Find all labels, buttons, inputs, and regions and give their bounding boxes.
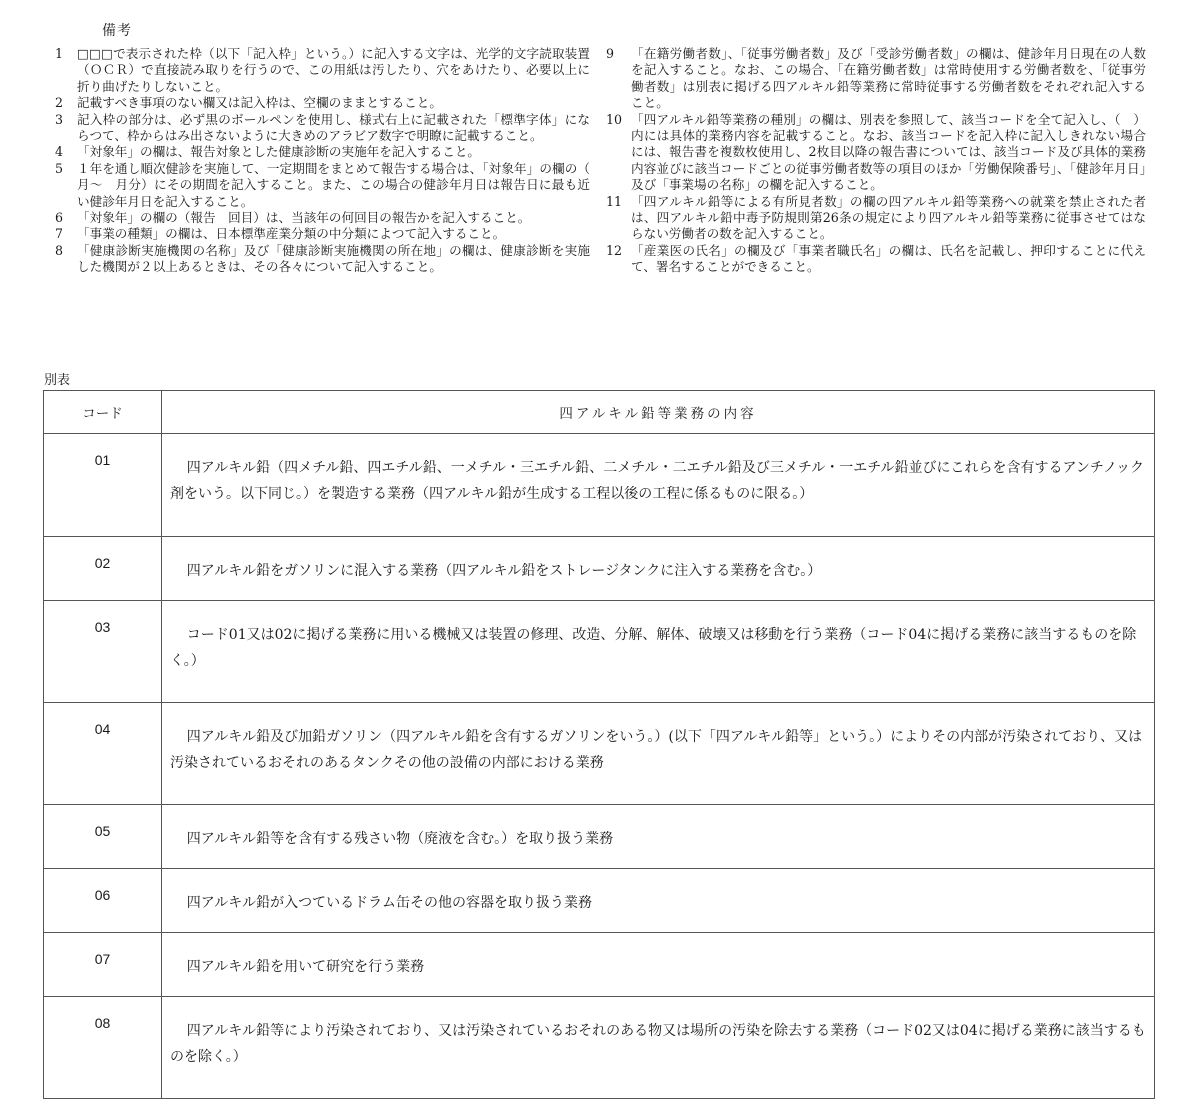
row-code: 06 [44, 869, 162, 933]
note-item [606, 243, 1146, 276]
row-code: 07 [44, 933, 162, 997]
note-text: □□□で表示された枠（以下「記入枠」という。）に記入する文字は、光学的文字読取装置（ＯＣＲ）で直接読み取りを行うので、この用紙は汚したり、穴をあけたり、必要以上に折り曲げたりしないこと。 [77, 46, 590, 94]
note-number: 8 [55, 242, 64, 258]
row-code: 04 [44, 703, 162, 805]
note-text: １年を通し順次健診を実施して、一定期間をまとめて報告する場合は、「対象年」の欄の（ 月～ 月分）にその期間を記入すること。また、この場合の健診年月日は報告日に最も近い健診年月日を記入すること。 [77, 160, 603, 209]
note-text: 「事業の種類」の欄は、日本標準産業分類の中分類によつて記入すること。 [77, 226, 506, 242]
note-item [55, 95, 590, 111]
appendix-table [43, 390, 1155, 1099]
notes-title: 備考 [102, 23, 132, 39]
row-description: 四アルキル鉛が入つているドラム缶その他の容器を取り扱う業務 [162, 869, 1155, 933]
note-text: 「四アルキル鉛等による有所見者数」の欄の四アルキル鉛等業務への就業を禁止された者は、四アルキル鉛中毒予防規則第26条の規定により四アルキル鉛等業務に従事させてはならない労働者の数を記入すること。 [631, 193, 1146, 242]
note-number: 1 [55, 46, 64, 61]
table-row [44, 703, 1155, 805]
table-row [44, 434, 1155, 537]
row-description: コード01又は02に掲げる業務に用いる機械又は装置の修理、改造、分解、解体、破壊又は移動を行う業務（コード04に掲げる業務に該当するものを除く。） [162, 601, 1155, 703]
note-item [606, 194, 1146, 243]
note-number: 9 [606, 46, 615, 61]
note-item [55, 144, 590, 160]
header-code: コード [44, 391, 162, 434]
note-text: 「産業医の氏名」の欄及び「事業者職氏名」の欄は、氏名を記載し、押印することに代えて、署名することができること。 [631, 242, 1146, 275]
note-number: 3 [55, 111, 64, 127]
note-item [55, 112, 590, 145]
note-text: 「対象年」の欄の（報告 回目）は、当該年の何回目の報告かを記入すること。 [77, 210, 531, 226]
row-description: 四アルキル鉛及び加鉛ガソリン（四アルキル鉛を含有するガソリンをいう。）(以下「四アルキル鉛等」という。）によりその内部が汚染されており、又は汚染されているおそれのあるタンクその他の設備の内部における業務 [162, 703, 1155, 805]
notes-left-column [55, 46, 603, 276]
note-item [55, 243, 590, 276]
table-row [44, 997, 1155, 1099]
note-item [55, 210, 590, 226]
table-row [44, 537, 1155, 601]
note-text: 「在籍労働者数」、「従事労働者数」及び「受診労働者数」の欄は、健診年月日現在の人数を記入すること。なお、この場合、「在籍労働者数」は常時使用する労働者数を、「従事労働者数」は別表に掲げる四アルキル鉛等業務に常時従事する労働者数をそれぞれ記入すること。 [631, 46, 1146, 111]
row-code: 05 [44, 805, 162, 869]
note-text: 「健康診断実施機関の名称」及び「健康診断実施機関の所在地」の欄は、健康診断を実施した機関が２以上あるときは、その各々について記入すること。 [77, 242, 590, 275]
row-description: 四アルキル鉛（四メチル鉛、四エチル鉛、一メチル・三エチル鉛、二メチル・二エチル鉛及び三メチル・一エチル鉛並びにこれらを含有するアンチノック剤をいう。以下同じ。）を製造する業務（四アルキル鉛が生成する工程以後の工程に係るものに限る。） [162, 434, 1155, 537]
note-item [606, 46, 1146, 112]
note-number: 5 [55, 160, 64, 176]
row-description: 四アルキル鉛をガソリンに混入する業務（四アルキル鉛をストレージタンクに注入する業務を含む。） [162, 537, 1155, 601]
table-row [44, 601, 1155, 703]
note-number: 10 [606, 111, 623, 127]
note-item [55, 46, 590, 95]
note-number: 7 [55, 226, 64, 242]
note-number: 11 [606, 193, 623, 209]
note-number: 4 [55, 144, 64, 160]
note-item [55, 160, 603, 210]
row-description: 四アルキル鉛等を含有する残さい物（廃液を含む。）を取り扱う業務 [162, 805, 1155, 869]
note-text: 「対象年」の欄は、報告対象とした健康診断の実施年を記入すること。 [77, 144, 480, 160]
note-number: 6 [55, 210, 64, 226]
header-description: 四アルキル鉛等業務の内容 [162, 391, 1155, 434]
row-code: 02 [44, 537, 162, 601]
note-text: 記入枠の部分は、必ず黒のボールペンを使用し、様式右上に記載された「標準字体」にならつて、枠からはみ出さないように大きめのアラビア数字で明瞭に記載すること。 [77, 111, 590, 144]
table-row [44, 805, 1155, 869]
row-description: 四アルキル鉛を用いて研究を行う業務 [162, 933, 1155, 997]
row-code: 08 [44, 997, 162, 1099]
note-number: 2 [55, 95, 64, 111]
row-description: 四アルキル鉛等により汚染されており、又は汚染されているおそれのある物又は場所の汚染を除去する業務（コード02又は04に掲げる業務に該当するものを除く。） [162, 997, 1155, 1099]
note-number: 12 [606, 242, 623, 258]
row-code: 03 [44, 601, 162, 703]
note-item [606, 112, 1146, 194]
notes-right-column [606, 46, 1146, 276]
table-header-row [44, 391, 1155, 434]
note-text: 記載すべき事項のない欄又は記入枠は、空欄のままとすること。 [77, 95, 442, 111]
appendix-title: 別表 [44, 373, 71, 388]
note-text: 「四アルキル鉛等業務の種別」の欄は、別表を参照して、該当コードを全て記入し、（ ）内には具体的業務内容を記載すること。なお、該当コードを記入枠に記入しきれない場合には、報告書を複数枚使用し、2枚目以降の報告書については、該当コード及び具体的業務内容並びに該当コードごとの従事労働者数等の項目のほか「労働保険番号」、「健診年月日」及び「事業場の名称」の欄を記入すること。 [631, 111, 1146, 193]
table-row [44, 933, 1155, 997]
table-row [44, 869, 1155, 933]
note-item [55, 226, 590, 242]
row-code: 01 [44, 434, 162, 537]
